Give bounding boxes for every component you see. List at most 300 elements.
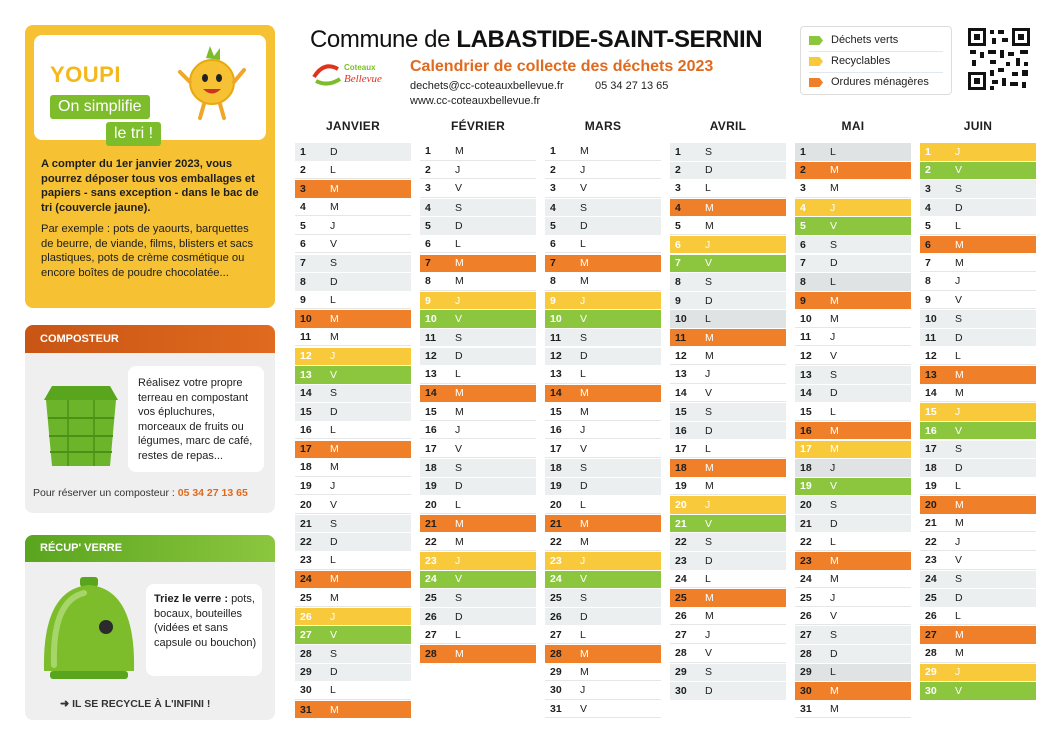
day-row [920, 143, 1036, 161]
month-name: FÉVRIER [450, 119, 506, 133]
day-row [420, 496, 536, 514]
day-row [920, 310, 1036, 328]
month-column-1 [295, 118, 411, 716]
day-row [420, 255, 536, 273]
day-number: 30 [300, 684, 312, 697]
day-number: 10 [675, 313, 687, 326]
day-row [795, 459, 911, 477]
day-letter: S [330, 517, 338, 530]
day-row [295, 199, 411, 217]
day-letter: V [830, 349, 838, 362]
day-number: 18 [800, 461, 812, 474]
day-number: 18 [925, 461, 937, 474]
day-row [795, 217, 911, 235]
day-number: 24 [300, 573, 312, 586]
day-number: 28 [800, 647, 812, 660]
day-number: 27 [925, 629, 937, 642]
day-list [795, 143, 911, 719]
day-number: 9 [675, 294, 681, 307]
day-row [545, 664, 661, 682]
day-number: 17 [925, 443, 937, 456]
legend-swatch [809, 36, 823, 45]
day-letter: J [330, 350, 336, 363]
day-row [295, 180, 411, 198]
recup-verre-text [154, 592, 262, 650]
legend-label: Déchets verts [831, 34, 899, 46]
day-letter: M [705, 201, 714, 214]
day-letter: D [830, 647, 838, 660]
day-row [920, 552, 1036, 570]
day-list [545, 143, 661, 719]
day-letter: M [330, 182, 339, 195]
day-row [670, 626, 786, 644]
day-number: 21 [925, 517, 937, 530]
day-number: 14 [800, 387, 812, 400]
day-letter: S [455, 592, 463, 604]
day-letter: J [455, 554, 461, 567]
day-number: 27 [550, 628, 562, 641]
contact-email[interactable]: dechets@cc-coteauxbellevue.fr [410, 80, 564, 92]
day-letter: D [330, 536, 338, 549]
day-number: 29 [675, 666, 687, 679]
day-number: 12 [800, 349, 812, 362]
day-letter: D [705, 424, 713, 437]
day-row [545, 589, 661, 607]
day-letter: M [455, 405, 464, 418]
day-row [795, 664, 911, 682]
day-letter: V [455, 442, 463, 455]
simplify-label-line2: le tri ! [106, 122, 161, 146]
day-row [920, 273, 1036, 291]
day-letter: L [455, 368, 461, 381]
day-row [295, 701, 411, 719]
glass-bin-icon [34, 575, 144, 685]
day-row [795, 385, 911, 403]
legend-swatch [809, 78, 823, 87]
day-letter: V [330, 368, 338, 381]
day-row [920, 459, 1036, 477]
day-number: 23 [675, 554, 687, 567]
day-row [795, 236, 911, 254]
day-number: 3 [675, 182, 681, 195]
day-row [920, 348, 1036, 366]
day-number: 5 [675, 219, 681, 232]
day-letter: L [330, 163, 336, 176]
day-number: 31 [300, 703, 312, 716]
page-title [310, 26, 762, 54]
day-number: 9 [550, 294, 556, 307]
day-number: 27 [300, 629, 312, 642]
recup-verre-footer-text: IL SE RECYCLE À L'INFINI ! [72, 698, 211, 710]
day-row [420, 571, 536, 589]
day-letter: S [705, 145, 713, 158]
day-letter: D [580, 610, 588, 623]
contact-website[interactable]: www.cc-coteauxbellevue.fr [410, 95, 541, 107]
day-row [670, 608, 786, 626]
day-letter: M [830, 684, 839, 697]
recup-verre-lead: Triez le verre : [154, 593, 228, 605]
contact-phone: 05 34 27 13 65 [595, 80, 669, 92]
day-number: 11 [425, 331, 437, 344]
day-number: 28 [550, 647, 562, 660]
day-number: 6 [675, 238, 681, 251]
day-letter: L [955, 219, 961, 232]
day-row [295, 162, 411, 180]
legend-swatch [809, 57, 823, 66]
day-row [420, 310, 536, 328]
day-row [545, 403, 661, 421]
day-letter: M [955, 368, 964, 381]
day-letter: M [580, 257, 589, 270]
day-row [295, 515, 411, 533]
day-row [295, 459, 411, 477]
day-letter: V [330, 629, 338, 642]
day-number: 11 [800, 331, 812, 344]
day-row [795, 645, 911, 663]
day-number: 18 [550, 461, 562, 474]
day-row [795, 180, 911, 198]
day-number: 26 [925, 610, 937, 623]
day-number: 8 [550, 275, 556, 288]
day-letter: S [455, 331, 463, 344]
day-letter: M [830, 443, 839, 456]
day-letter: J [955, 535, 961, 548]
day-number: 23 [425, 554, 437, 567]
day-letter: M [705, 331, 714, 344]
day-letter: M [705, 349, 714, 362]
day-number: 8 [425, 275, 431, 288]
day-letter: D [955, 201, 963, 214]
day-number: 3 [425, 182, 431, 195]
day-letter: V [830, 480, 838, 493]
day-number: 14 [550, 387, 562, 400]
day-row [795, 441, 911, 459]
day-letter: M [580, 647, 589, 660]
day-row [545, 255, 661, 273]
day-row [795, 143, 911, 161]
day-number: 24 [675, 572, 687, 585]
day-number: 5 [800, 220, 806, 233]
day-number: 29 [800, 666, 812, 679]
day-number: 25 [300, 591, 312, 604]
day-row [670, 273, 786, 291]
day-row [420, 422, 536, 440]
day-row [545, 162, 661, 180]
day-row [545, 422, 661, 440]
day-number: 19 [800, 480, 812, 493]
day-row [420, 292, 536, 310]
day-row [670, 348, 786, 366]
day-number: 15 [425, 405, 437, 418]
day-row [545, 701, 661, 719]
day-letter: L [330, 684, 336, 697]
day-letter: J [330, 479, 336, 492]
day-letter: M [455, 647, 464, 660]
day-number: 29 [925, 666, 937, 679]
day-row [545, 236, 661, 254]
day-number: 5 [925, 219, 931, 232]
day-letter: V [830, 220, 838, 233]
day-row [545, 608, 661, 626]
day-number: 18 [675, 461, 687, 474]
month-name: MAI [841, 119, 865, 133]
day-letter: V [705, 647, 713, 660]
day-letter: M [455, 145, 464, 158]
day-row [295, 682, 411, 700]
day-letter: V [455, 182, 463, 195]
day-number: 13 [675, 368, 687, 381]
day-letter: M [830, 312, 839, 325]
day-row [795, 496, 911, 514]
day-letter: L [830, 405, 836, 418]
day-number: 13 [550, 368, 562, 381]
day-letter: J [580, 294, 586, 307]
day-row [545, 552, 661, 570]
day-number: 25 [550, 592, 562, 604]
day-number: 8 [925, 275, 931, 288]
day-number: 1 [925, 145, 931, 158]
day-row [420, 199, 536, 217]
day-number: 7 [800, 257, 806, 270]
day-number: 30 [675, 684, 687, 697]
day-letter: L [580, 368, 586, 381]
day-number: 7 [675, 257, 681, 270]
day-letter: M [580, 405, 589, 418]
day-number: 10 [925, 313, 937, 326]
day-row [670, 664, 786, 682]
legend-label: Ordures ménagères [831, 76, 929, 88]
day-letter: L [455, 628, 461, 641]
day-row [420, 441, 536, 459]
month-name: JUIN [963, 119, 993, 133]
day-number: 23 [800, 554, 812, 567]
day-row [670, 496, 786, 514]
day-letter: J [830, 461, 836, 474]
day-row [295, 422, 411, 440]
day-row [545, 292, 661, 310]
day-number: 20 [675, 499, 687, 512]
day-list [295, 143, 411, 719]
day-number: 21 [675, 517, 687, 530]
day-letter: J [330, 610, 336, 623]
day-list [920, 143, 1036, 701]
day-letter: V [955, 554, 963, 567]
legend [800, 26, 952, 95]
day-number: 29 [300, 666, 312, 679]
day-row [670, 180, 786, 198]
day-number: 26 [300, 610, 312, 623]
day-number: 9 [425, 294, 431, 307]
day-letter: S [955, 443, 963, 456]
day-row [420, 533, 536, 551]
day-row [295, 664, 411, 682]
day-number: 21 [300, 517, 312, 530]
day-letter: L [580, 628, 586, 641]
day-letter: D [330, 275, 338, 288]
day-letter: L [830, 275, 836, 288]
day-row [295, 441, 411, 459]
day-row [545, 310, 661, 328]
day-number: 21 [550, 517, 562, 530]
day-row [295, 608, 411, 626]
day-row [420, 552, 536, 570]
day-row [670, 515, 786, 533]
day-row [420, 608, 536, 626]
day-number: 10 [550, 313, 562, 326]
day-number: 16 [300, 424, 312, 437]
day-number: 20 [550, 498, 562, 511]
svg-text:Bellevue: Bellevue [344, 73, 382, 85]
day-number: 28 [425, 647, 437, 660]
day-number: 30 [550, 684, 562, 697]
day-letter: L [580, 238, 586, 251]
day-number: 28 [675, 647, 687, 660]
day-row [795, 273, 911, 291]
day-row [545, 441, 661, 459]
day-letter: S [330, 387, 338, 400]
day-row [920, 589, 1036, 607]
day-row [420, 143, 536, 161]
day-number: 23 [300, 554, 312, 567]
composteur-text: Réalisez votre propre terreau en compostant vos épluchures, morceaux de fruits ou légumes, marc de café, restes de repas... [138, 377, 253, 462]
day-number: 17 [675, 442, 687, 455]
day-list [420, 143, 536, 664]
day-letter: D [580, 480, 588, 493]
day-letter: M [705, 461, 714, 474]
day-letter: M [455, 517, 464, 530]
day-row [545, 273, 661, 291]
day-letter: M [330, 573, 339, 586]
day-letter: D [955, 331, 963, 344]
day-row [420, 348, 536, 366]
day-row [545, 496, 661, 514]
day-row [420, 180, 536, 198]
day-letter: D [330, 145, 338, 158]
day-row [420, 403, 536, 421]
recup-verre-title: RÉCUP' VERRE [40, 542, 123, 554]
day-number: 11 [925, 331, 937, 344]
day-number: 16 [550, 424, 562, 437]
day-row [545, 478, 661, 496]
day-letter: V [955, 424, 963, 437]
day-letter: L [580, 498, 586, 511]
day-number: 2 [925, 164, 931, 177]
day-letter: S [330, 257, 338, 270]
day-number: 1 [550, 145, 556, 158]
day-number: 4 [300, 201, 306, 214]
day-row [920, 403, 1036, 421]
day-letter: L [830, 145, 836, 158]
day-letter: D [580, 350, 588, 363]
day-number: 4 [800, 201, 806, 214]
legend-item-ordures [809, 73, 929, 92]
promo-detail-text: Par exemple : pots de yaourts, barquettes de beurre, de viande, films, blisters et sacs plastiques, pots de crème cosmétique ou encore boîtes de poudre chocolatée... [41, 223, 254, 279]
day-letter: M [705, 219, 714, 232]
legend-label: Recyclables [831, 55, 891, 67]
day-row [670, 441, 786, 459]
coteaux-bellevue-logo [312, 57, 402, 89]
day-letter: S [830, 238, 838, 251]
day-row [795, 199, 911, 217]
day-letter: S [705, 406, 713, 419]
day-row [545, 626, 661, 644]
day-list [670, 143, 786, 701]
day-letter: L [330, 424, 336, 437]
day-letter: J [705, 368, 711, 381]
day-row [545, 571, 661, 589]
day-letter: J [455, 163, 461, 176]
day-row [795, 310, 911, 328]
day-row [920, 236, 1036, 254]
day-row [920, 385, 1036, 403]
day-letter: J [705, 628, 711, 641]
day-letter: D [830, 517, 838, 530]
day-letter: S [955, 573, 963, 586]
day-letter: J [830, 591, 836, 604]
day-letter: D [330, 406, 338, 419]
day-letter: M [830, 424, 839, 437]
day-letter: S [455, 201, 463, 214]
day-number: 4 [675, 201, 681, 214]
legend-item-dechets-verts [809, 31, 898, 50]
month-column-2 [420, 118, 536, 660]
day-number: 15 [300, 406, 312, 419]
day-letter: V [330, 498, 338, 511]
composteur-reservation [33, 487, 273, 499]
day-row [920, 441, 1036, 459]
day-number: 24 [925, 573, 937, 586]
day-number: 25 [800, 591, 812, 604]
day-row [920, 645, 1036, 663]
day-letter: D [580, 220, 588, 233]
day-letter: L [705, 442, 711, 455]
month-column-5 [795, 118, 911, 716]
day-row [295, 143, 411, 161]
day-number: 1 [800, 145, 806, 158]
day-letter: L [455, 498, 461, 511]
day-number: 31 [800, 703, 812, 716]
day-row [670, 552, 786, 570]
day-row [295, 403, 411, 421]
day-row [795, 403, 911, 421]
day-row [920, 533, 1036, 551]
day-number: 7 [550, 257, 556, 270]
day-row [920, 478, 1036, 496]
day-letter: S [330, 647, 338, 660]
day-letter: D [455, 480, 463, 493]
day-number: 16 [425, 424, 437, 437]
day-number: 12 [425, 350, 437, 363]
day-row [795, 292, 911, 310]
day-row [920, 217, 1036, 235]
youpi-heading: YOUPI [50, 62, 121, 87]
day-row [920, 608, 1036, 626]
day-letter: S [455, 461, 463, 474]
day-letter: M [955, 386, 964, 399]
day-letter: D [330, 666, 338, 679]
day-letter: S [580, 331, 588, 344]
day-number: 22 [550, 535, 562, 548]
day-letter: J [330, 219, 336, 232]
qr-code-icon[interactable] [968, 28, 1030, 90]
day-letter: S [580, 201, 588, 214]
day-letter: M [580, 387, 589, 400]
day-letter: V [455, 573, 463, 586]
day-letter: L [455, 238, 461, 251]
day-number: 14 [925, 386, 937, 399]
day-letter: S [580, 592, 588, 604]
day-letter: D [705, 294, 713, 307]
